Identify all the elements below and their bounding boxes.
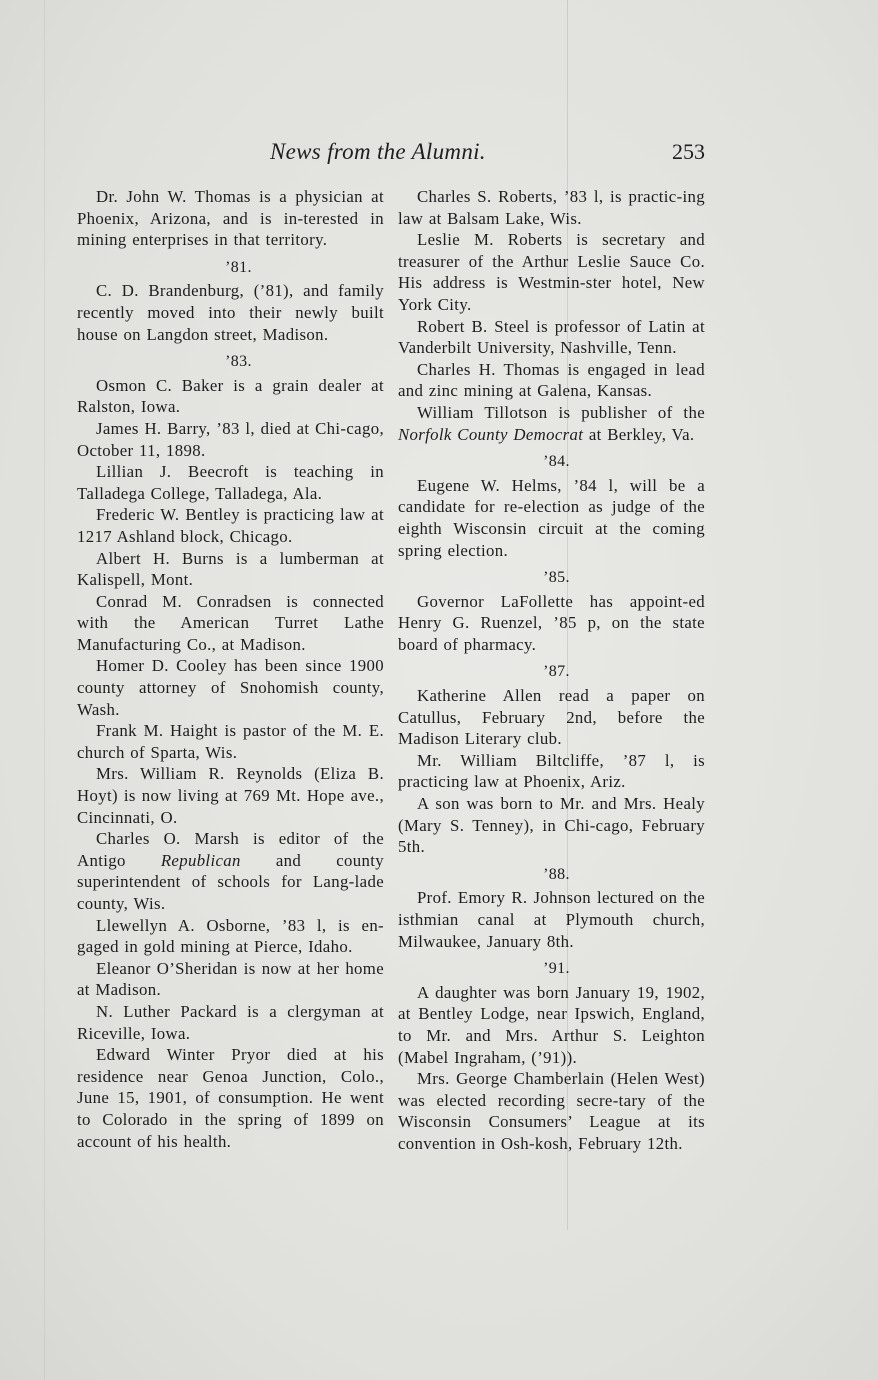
alumni-note: Charles S. Roberts, ’83 l, is practic-ing law at Balsam Lake, Wis. [398,187,705,228]
alumni-note: Mrs. William R. Reynolds (Eliza B. Hoyt) is now living at 769 Mt. Hope ave., Cincinnati, O. [77,764,384,827]
note-text: Charles O. Marsh is editor of the Antigo [77,829,384,870]
alumni-note: Mr. William Biltcliffe, ’87 l, is practicing law at Phoenix, Ariz. [398,750,705,792]
class-year-heading: ’91. [543,960,570,978]
publication-title: Norfolk County Democrat [398,424,584,444]
publication-title: Republican [160,850,241,870]
note-text: at Berkley, Va. [583,424,695,444]
alumni-note: Katherine Allen read a paper on Catullus, February 2nd, before the Madison Literary club. [398,686,705,749]
alumni-note: Frederic W. Bentley is practicing law at 1217 Ashland block, Chicago. [77,505,384,546]
page-header [0,139,878,169]
alumni-note: Edward Winter Pryor died at his residence near Genoa Junction, Colo., June 15, 1901, of consumption. He went to Colorado in the spring of 1899 on account of his health. [77,1045,384,1151]
alumni-note: N. Luther Packard is a clergyman at Riceville, Iowa. [77,1001,384,1043]
alumni-note: C. D. Brandenburg, (’81), and family recently moved into their newly built house on Langdon street, Madison. [77,281,384,344]
page-number: 253 [672,139,705,164]
alumni-note: Conrad M. Conradsen is connected with the American Turret Lathe Manufacturing Co., at Madison. [77,591,384,654]
alumni-note: Prof. Emory R. Johnson lectured on the isthmian canal at Plymouth church, Milwaukee, January 8th. [398,888,705,951]
alumni-note: Robert B. Steel is professor of Latin at Vanderbilt University, Nashville, Tenn. [398,316,705,358]
class-year-heading: ’81. [225,258,252,276]
note-text: and county superintendent of schools for Lang-lade county, Wis. [77,850,384,913]
class-year-heading: ’84. [543,453,570,471]
alumni-note: A son was born to Mr. and Mrs. Healy (Mary S. Tenney), in Chi-cago, February 5th. [398,794,705,857]
alumni-note: Governor LaFollette has appoint-ed Henry G. Ruenzel, ’85 p, on the state board of pharmacy. [398,591,705,654]
alumni-note: Osmon C. Baker is a grain dealer at Ralston, Iowa. [77,375,384,417]
alumni-note: James H. Barry, ’83 l, died at Chi-cago, October 11, 1898. [77,418,384,460]
alumni-note [77,828,384,914]
alumni-note: Mrs. George Chamberlain (Helen West) was elected recording secre-tary of the Wisconsin Consumers’ League at its convention in Osh-kosh, February 12th. [398,1069,705,1153]
right-column [398,186,705,1155]
alumni-note: Eleanor O’Sheridan is now at her home at Madison. [77,958,384,1000]
alumni-note: Llewellyn A. Osborne, ’83 l, is en-gaged in gold mining at Pierce, Idaho. [77,915,384,957]
alumni-note: Charles H. Thomas is engaged in lead and zinc mining at Galena, Kansas. [398,359,705,401]
class-year-heading: ’88. [543,865,570,883]
left-column [77,186,384,1152]
alumni-note: Lillian J. Beecroft is teaching in Talladega College, Talladega, Ala. [77,462,384,503]
alumni-note: Eugene W. Helms, ’84 l, will be a candidate for re-election as judge of the eighth Wisconsin circuit at the coming spring election. [398,475,705,560]
alumni-note: Frank M. Haight is pastor of the M. E. church of Sparta, Wis. [77,721,384,762]
class-year-heading: ’83. [225,353,252,371]
alumni-note: Homer D. Cooley has been since 1900 county attorney of Snohomish county, Wash. [77,656,384,719]
alumni-note: Albert H. Burns is a lumberman at Kalispell, Mont. [77,548,384,590]
alumni-note [398,402,705,445]
class-year-heading: ’85. [543,569,570,587]
page-edge-shadow [44,0,45,1380]
alumni-note: Dr. John W. Thomas is a physician at Phoenix, Arizona, and is in-terested in mining enterprises in that territory. [77,187,384,250]
alumni-note: Leslie M. Roberts is secretary and treasurer of the Arthur Leslie Sauce Co. His address is Westmin-ster hotel, New York City. [398,230,705,314]
running-title: News from the Alumni. [270,139,486,164]
class-year-heading: ’87. [543,663,570,681]
alumni-note: A daughter was born January 19, 1902, at Bentley Lodge, near Ipswich, England, to Mr. and Mrs. Arthur S. Leighton (Mabel Ingraham, (’91)). [398,982,705,1067]
note-text: William Tillotson is publisher of the [417,402,705,422]
